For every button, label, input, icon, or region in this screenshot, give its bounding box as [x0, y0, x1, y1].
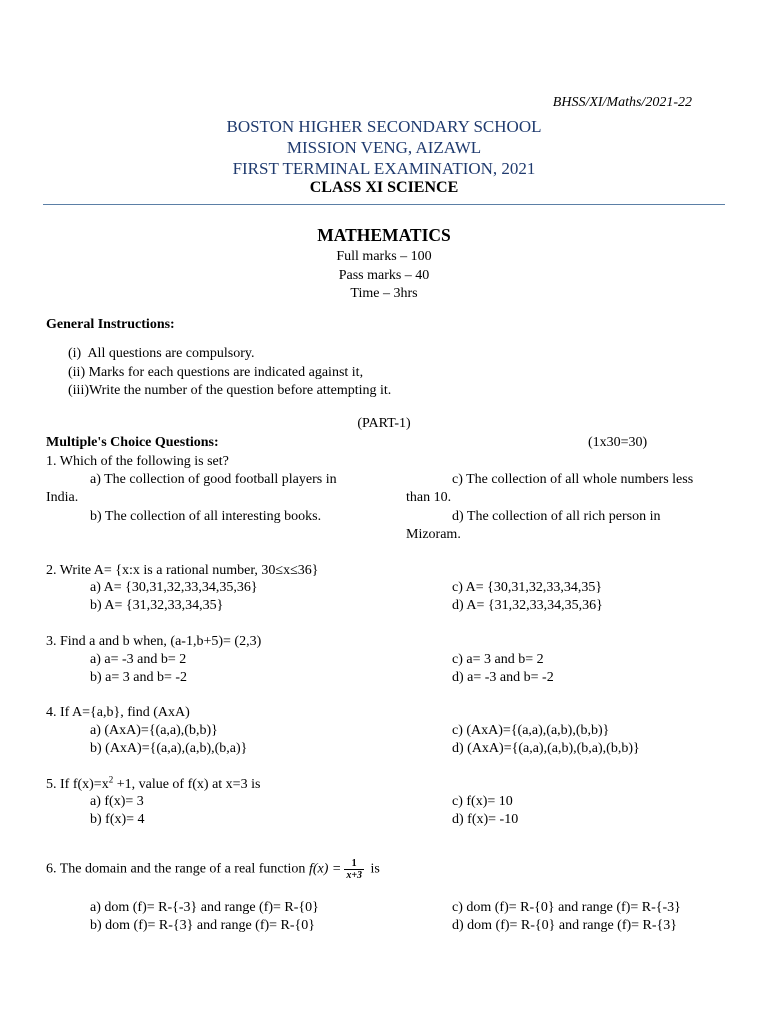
- q6-text-start: 6. The domain and the range of a real function: [46, 861, 309, 877]
- q5-text-start: 5. If f(x)=x: [46, 777, 109, 792]
- subject-title: MATHEMATICS: [317, 225, 451, 245]
- question-5: [46, 776, 260, 795]
- school-location: MISSION VENG, AIZAWL: [286, 138, 482, 157]
- instructions-list: [68, 345, 391, 401]
- question-2: 2. Write A= {x:x is a rational number, 30≤x≤36}: [46, 563, 319, 578]
- q6-option-c: c) dom (f)= R-{0} and range (f)= R-{-3}: [452, 900, 681, 915]
- part-label: (PART-1): [357, 416, 411, 431]
- q4-option-b: b) (AxA)={(a,a),(a,b),(b,a)}: [90, 741, 248, 756]
- q3-option-b: b) a= 3 and b= -2: [90, 670, 188, 685]
- question-3: 3. Find a and b when, (a-1,b+5)= (2,3): [46, 634, 262, 649]
- q1-option-d: d) The collection of all rich person in: [452, 509, 661, 524]
- school-header: [0, 116, 768, 179]
- question-6: [46, 858, 380, 881]
- q6-numerator: 1: [344, 858, 364, 870]
- q6-option-b: b) dom (f)= R-{3} and range (f)= R-{0}: [90, 918, 315, 933]
- reference-code: BHSS/XI/Maths/2021-22: [552, 95, 692, 110]
- school-name: BOSTON HIGHER SECONDARY SCHOOL: [226, 117, 542, 136]
- instructions-title: General Instructions:: [46, 317, 175, 332]
- header-divider: [43, 204, 725, 205]
- q1-option-d-cont: Mizoram.: [406, 527, 461, 542]
- q6-text-end: is: [367, 861, 380, 877]
- section-title: Multiple's Choice Questions:: [46, 435, 219, 450]
- q3-option-a: a) a= -3 and b= 2: [90, 652, 187, 667]
- q1-option-a-cont: India.: [46, 490, 79, 505]
- exam-time: Time – 3hrs: [350, 286, 418, 301]
- q5-option-d: d) f(x)= -10: [452, 812, 519, 827]
- q1-option-b: b) The collection of all interesting books.: [90, 509, 322, 524]
- q4-option-d: d) (AxA)={(a,a),(a,b),(b,a),(b,b)}: [452, 741, 640, 756]
- question-1: 1. Which of the following is set?: [46, 454, 229, 469]
- q5-option-b: b) f(x)= 4: [90, 812, 145, 827]
- q5-option-a: a) f(x)= 3: [90, 794, 144, 809]
- q1-option-c: c) The collection of all whole numbers less: [452, 472, 694, 487]
- instruction-item: (iii)Write the number of the question before attempting it.: [68, 383, 392, 398]
- full-marks: Full marks – 100: [336, 249, 432, 264]
- q6-denominator: x+3: [346, 870, 363, 881]
- q2-option-a: a) A= {30,31,32,33,34,35,36}: [90, 580, 258, 595]
- question-4: 4. If A={a,b}, find (AxA): [46, 705, 190, 720]
- exam-title: FIRST TERMINAL EXAMINATION, 2021: [232, 159, 536, 178]
- q5-option-c: c) f(x)= 10: [452, 794, 513, 809]
- q1-option-c-cont: than 10.: [406, 490, 452, 505]
- q3-option-d: d) a= -3 and b= -2: [452, 670, 554, 685]
- q6-option-a: a) dom (f)= R-{-3} and range (f)= R-{0}: [90, 900, 319, 915]
- q2-option-c: c) A= {30,31,32,33,34,35}: [452, 580, 603, 595]
- q5-text-end: +1, value of f(x) at x=3 is: [113, 777, 261, 792]
- section-marks: (1x30=30): [588, 435, 648, 450]
- q1-option-a: a) The collection of good football players in: [90, 472, 337, 487]
- q5-exponent: 2: [108, 774, 114, 785]
- class-title: CLASS XI SCIENCE: [309, 179, 459, 196]
- marks-info: [0, 248, 768, 304]
- instruction-item: (ii) Marks for each questions are indicated against it,: [68, 364, 364, 380]
- instruction-item: (i) All questions are compulsory.: [68, 346, 255, 361]
- pass-marks: Pass marks – 40: [338, 267, 430, 283]
- q3-option-c: c) a= 3 and b= 2: [452, 652, 544, 667]
- q6-function: f(x) =: [308, 861, 342, 877]
- q4-option-c: c) (AxA)={(a,a),(a,b),(b,b)}: [452, 723, 610, 738]
- q2-option-d: d) A= {31,32,33,34,35,36}: [452, 598, 603, 613]
- q2-option-b: b) A= {31,32,33,34,35}: [90, 598, 224, 613]
- q6-option-d: d) dom (f)= R-{0} and range (f)= R-{3}: [452, 918, 677, 933]
- q6-fraction: [344, 858, 364, 881]
- q4-option-a: a) (AxA)={(a,a),(b,b)}: [90, 723, 218, 738]
